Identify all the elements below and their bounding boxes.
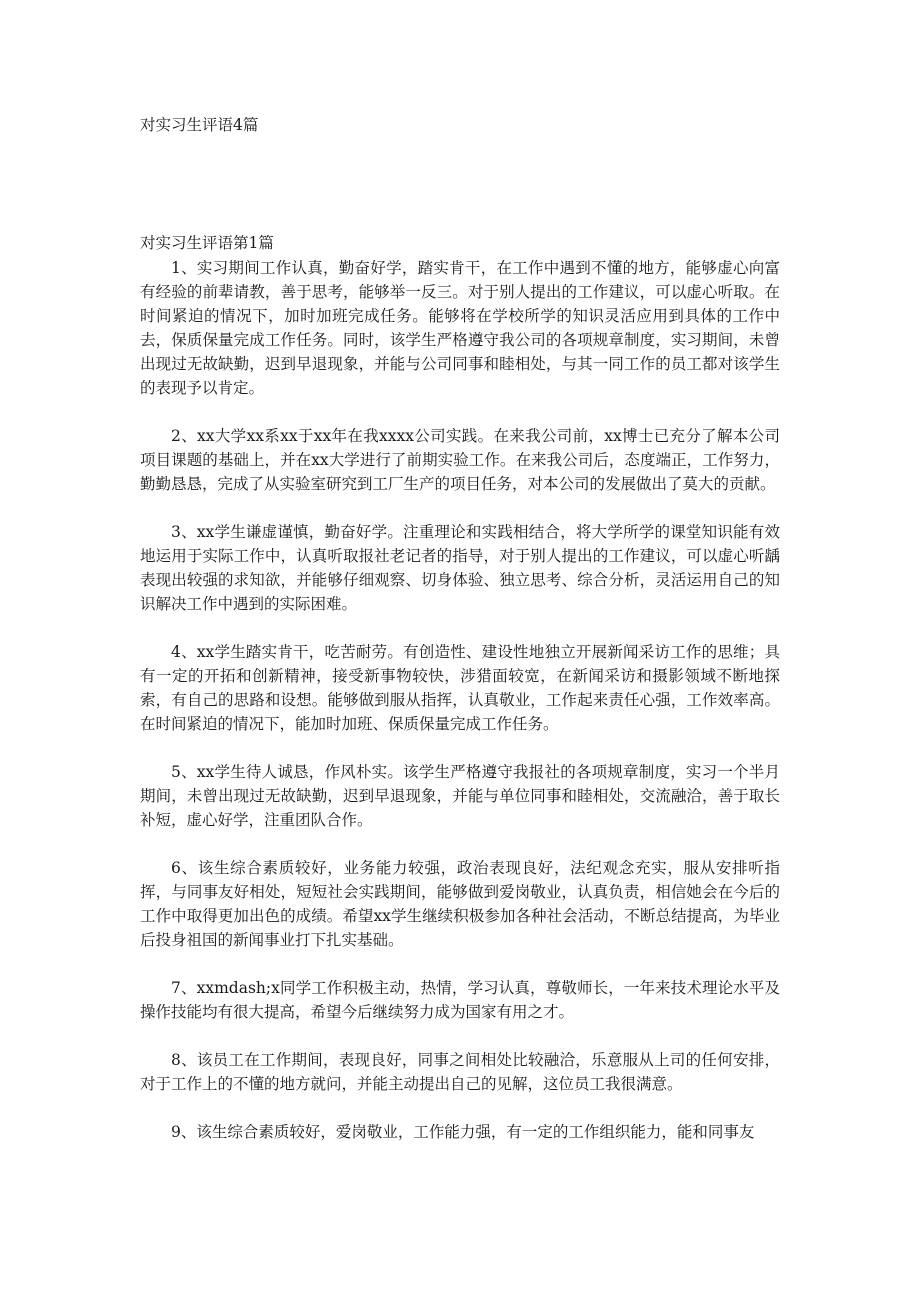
document-title: 对实习生评语4篇 [140,116,259,134]
section-title: 对实习生评语第1篇 [140,234,274,252]
paragraph-8: 8、该员工在工作期间，表现良好，同事之间相处比较融洽，乐意服从上司的任何安排，对于工作上的不懂的地方就问，并能主动提出自己的见解，这位员工我很满意。 [140,1051,780,1093]
paragraph-6: 6、该生综合素质较好，业务能力较强，政治表现良好，法纪观念充实，服从安排听指挥，与同事友好相处，短短社会实践期间，能够做到爱岗敬业，认真负责，相信她会在今后的工作中取得更加出色的成绩。希望xx学生继续积极参加各种社会活动，不断总结提高，为毕业后投身祖国的新闻事业打下扎实基础。 [140,859,780,949]
paragraph-2: 2、xx大学xx系xx于xx年在我xxxx公司实践。在来我公司前，xx博士已充分了解本公司项目课题的基础上，并在xx大学进行了前期实验工作。在来我公司后，态度端正，工作努力，勤勤恳恳，完成了从实验室研究到工厂生产的项目任务，对本公司的发展做出了莫大的贡献。 [140,427,780,493]
paragraph-7: 7、xxmdash;x同学工作积极主动，热情，学习认真，尊敬师长，一年来技术理论水平及操作技能均有很大提高，希望今后继续努力成为国家有用之才。 [140,979,780,1021]
paragraph-9: 9、该生综合素质较好，爱岗敬业，工作能力强，有一定的工作组织能力，能和同事友 [171,1123,755,1141]
paragraph-3: 3、xx学生谦虚谨慎，勤奋好学。注重理论和实践相结合，将大学所学的课堂知识能有效地运用于实际工作中，认真听取报社老记者的指导，对于别人提出的工作建议，可以虚心听龋表现出较强的求知欲，并能够仔细观察、切身体验、独立思考、综合分析，灵活运用自己的知识解决工作中遇到的实际困难。 [140,523,780,613]
document-body [140,256,780,1168]
paragraph-5: 5、xx学生待人诚恳，作风朴实。该学生严格遵守我报社的各项规章制度，实习一个半月期间，未曾出现过无故缺勤，迟到早退现象，并能与单位同事和睦相处，交流融洽，善于取长补短，虚心好学，注重团队合作。 [140,763,780,829]
paragraph-1: 1、实习期间工作认真，勤奋好学，踏实肯干，在工作中遇到不懂的地方，能够虚心向富有经验的前辈请教，善于思考，能够举一反三。对于别人提出的工作建议，可以虚心听取。在时间紧迫的情况下，加时加班完成任务。能够将在学校所学的知识灵活应用到具体的工作中去，保质保量完成工作任务。同时，该学生严格遵守我公司的各项规章制度，实习期间，未曾出现过无故缺勤，迟到早退现象，并能与公司同事和睦相处，与其一同工作的员工都对该学生的表现予以肯定。 [140,259,780,397]
paragraph-4: 4、xx学生踏实肯干，吃苦耐劳。有创造性、建设性地独立开展新闻采访工作的思维；具有一定的开拓和创新精神，接受新事物较快，涉猎面较宽，在新闻采访和摄影领域不断地探索，有自己的思路和设想。能够做到服从指挥，认真敬业，工作起来责任心强，工作效率高。在时间紧迫的情况下，能加时加班、保质保量完成工作任务。 [140,643,780,733]
